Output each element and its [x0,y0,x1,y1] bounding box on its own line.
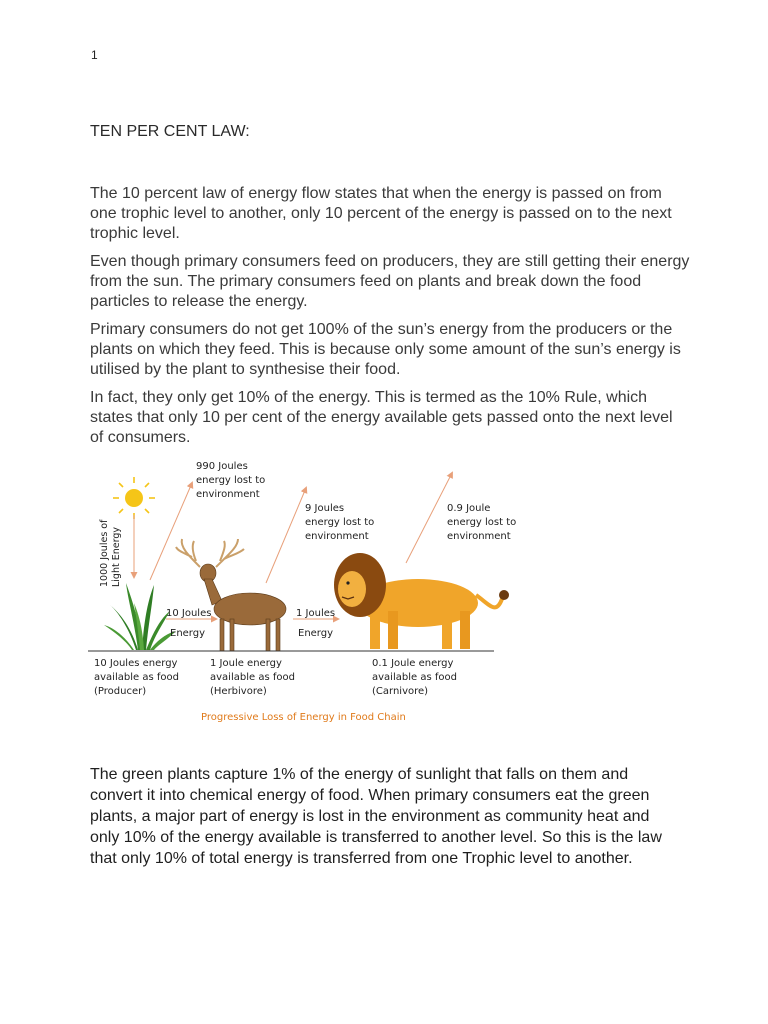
energy-flow-figure [88,455,528,730]
lion-icon [334,553,509,649]
page-number: 1 [91,48,98,62]
page-title: TEN PER CENT LAW: [90,123,250,140]
loss-label-carnivore: 0.9 Joule energy lost to environment [447,503,517,542]
loss-arrow-2 [266,488,306,583]
light-energy-label [99,517,122,587]
paragraph-conclusion: The green plants capture 1% of the energy of sunlight that falls on them and convert it into chemical energy of food. When primary consumers eat the green plants, a major part of energy is lost in the environment as community heat and only 10% of the energy available is transferred to another level. So this is the law that only 10% of total energy is transferred from one Trophic level to another. [90,766,662,867]
sun-icon [113,477,155,519]
loss-label-producer: 990 Joules energy lost to environment [196,461,266,500]
loss-label-herbivore: 9 Joules energy lost to environment [305,503,375,542]
transfer-label-2: 1 Joules Energy [296,608,336,639]
paragraph-primary-consumers: Even though primary consumers feed on producers, they are still getting their energy from the sun. The primary consumers feed on plants and break down the food particles to release the energy. [90,253,690,310]
paragraph-ten-percent-rule: In fact, they only get 10% of the energy. This is termed as the 10% Rule, which states that only 10 per cent of the energy available gets passed onto the next level of consumers. [90,389,673,446]
figure-caption: Progressive Loss of Energy in Food Chain [201,712,406,723]
paragraph-sun-energy: Primary consumers do not get 100% of the sun’s energy from the producers or the plants on which they feed. This is because only some amount of the sun’s energy is utilised by the plant to synthesise their food. [90,321,681,378]
level-label-producer: 10 Joules energy available as food (Producer) [94,658,179,697]
paragraph-intro: The 10 percent law of energy flow states that when the energy is passed on from one trophic level to another, only 10 percent of the energy is passed on to the next trophic level. [90,185,672,242]
level-label-herbivore: 1 Joule energy available as food (Herbivore) [210,658,295,697]
light-energy-line-2: Light Energy [111,527,122,587]
loss-arrow-3 [406,473,452,563]
light-energy-line-1: 1000 Joules of [99,519,110,587]
level-label-carnivore: 0.1 Joule energy available as food (Carnivore) [372,658,457,697]
transfer-label-1: 10 Joules Energy [166,608,212,639]
loss-arrow-1 [150,483,192,580]
